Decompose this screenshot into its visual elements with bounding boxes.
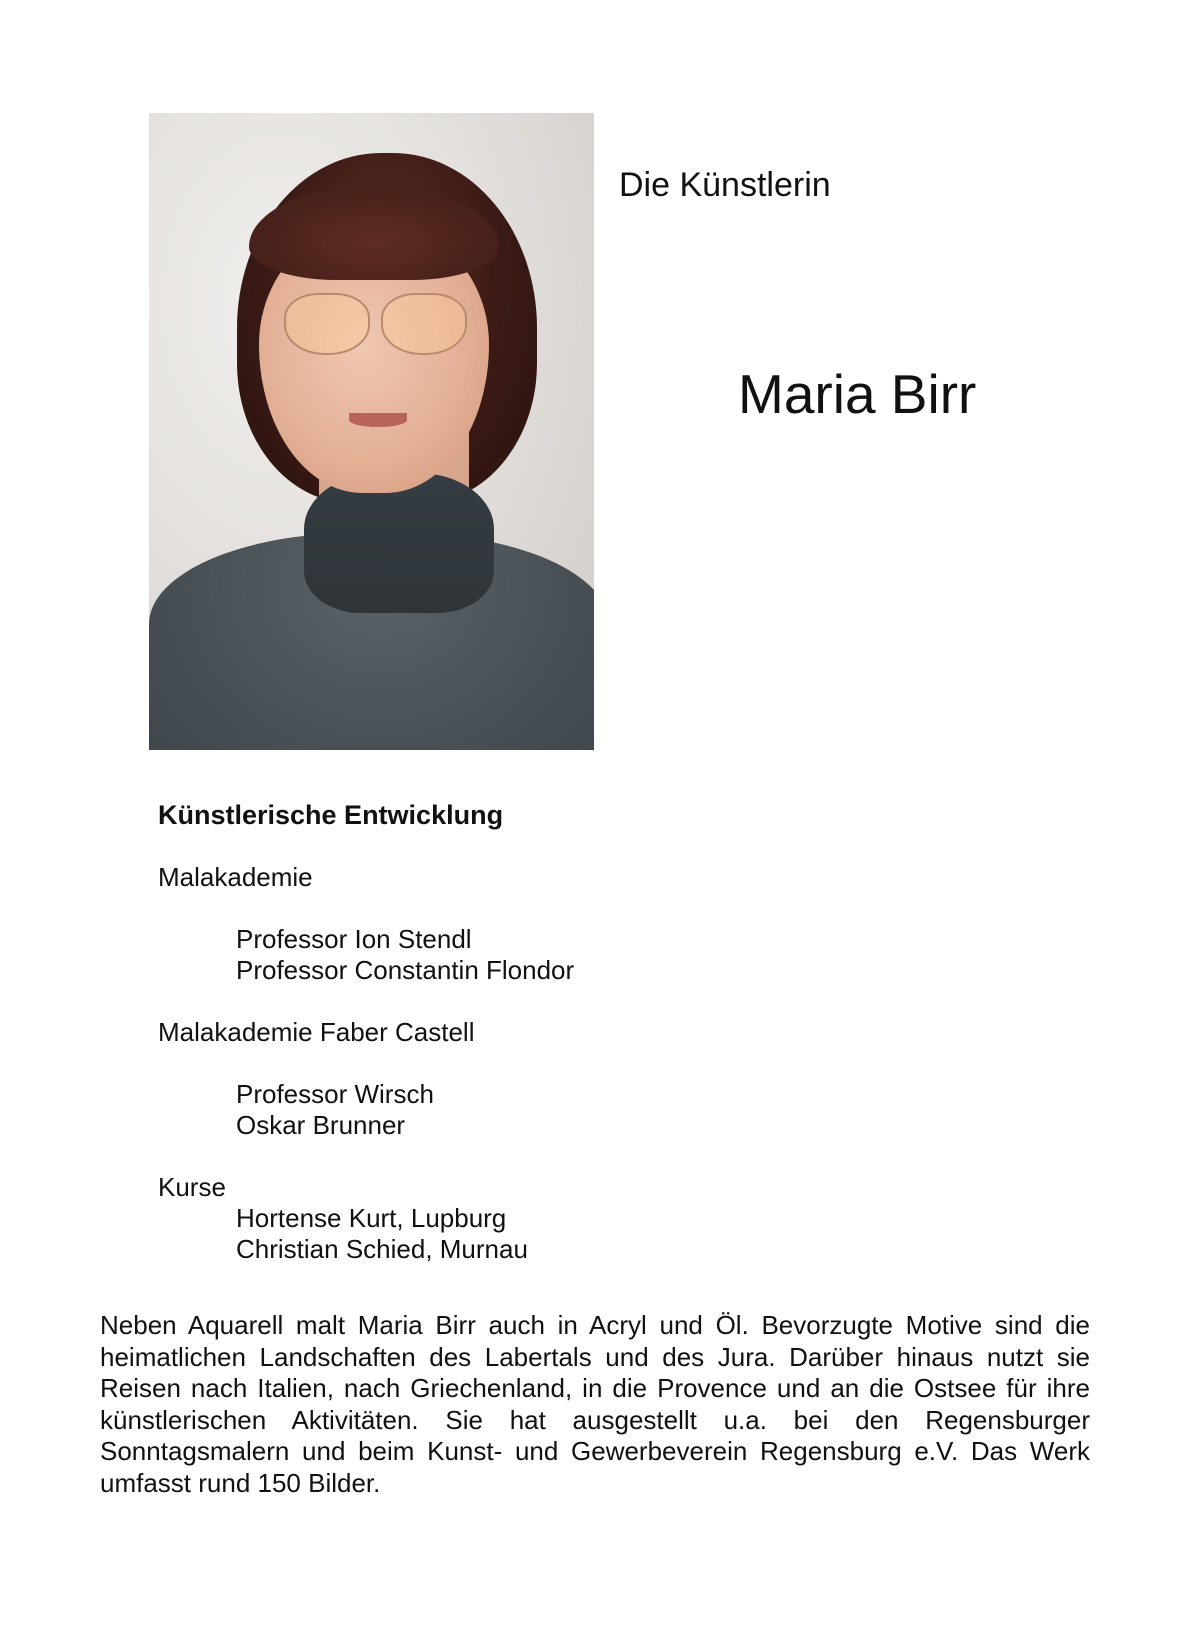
list-item: Professor Ion Stendl: [236, 924, 472, 954]
artist-name: Maria Birr: [738, 363, 977, 425]
spacer: [158, 986, 574, 1017]
biography-paragraph: Neben Aquarell malt Maria Birr auch in Acryl und Öl. Bevorzugte Motive sind die heimatlichen Landschaften des Labertals und des Jura. Darüber hinaus nutzt sie Reisen nach Italien, nach Griechenland, in die Provence und an die Ostsee für ihre künstlerischen Aktivitäten. Sie hat ausgestellt u.a. bei den Regensburger Sonntagsmalern und beim Kunst- und Gewerbeverein Regensburg e.V. Das Werk umfasst rund 150 Bilder.: [100, 1310, 1090, 1498]
development-heading: Künstlerische Entwicklung: [158, 800, 504, 830]
list-item: Christian Schied, Murnau: [236, 1234, 528, 1264]
spacer: [158, 893, 574, 924]
portrait-glasses-right: [381, 293, 467, 355]
portrait-glasses-left: [284, 293, 370, 355]
spacer: [158, 1048, 574, 1079]
list-item: Oskar Brunner: [236, 1110, 406, 1140]
development-section: [158, 800, 574, 1265]
portrait-mouth: [349, 413, 407, 427]
spacer: [158, 1141, 574, 1172]
artist-portrait-photo: [149, 113, 594, 750]
group-title-faber-castell: Malakademie Faber Castell: [158, 1017, 475, 1047]
list-item: Hortense Kurt, Lupburg: [236, 1203, 507, 1233]
group-title-kurse: Kurse: [158, 1172, 226, 1202]
section-label: Die Künstlerin: [619, 166, 831, 204]
group-title-malakademie: Malakademie: [158, 862, 313, 892]
portrait-collar: [304, 473, 494, 613]
list-item: Professor Constantin Flondor: [236, 955, 575, 985]
list-item: Professor Wirsch: [236, 1079, 434, 1109]
